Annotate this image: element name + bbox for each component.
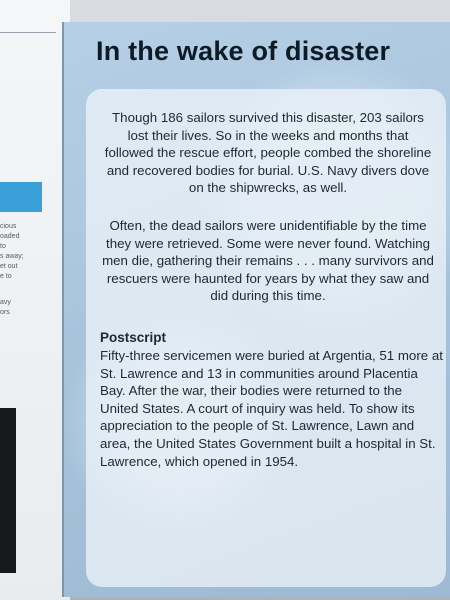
panel-title: In the wake of disaster (96, 36, 391, 66)
interpretive-panel (62, 22, 450, 597)
adjacent-sign-text-b: avy ors (0, 299, 11, 316)
adjacent-sign-photo (0, 408, 16, 573)
adjacent-sign-blue-band (0, 182, 42, 212)
text-box (86, 89, 446, 587)
paragraph-1: Though 186 sailors survived this disaster, 203 sailors lost their lives. So in the weeks and months that followed the rescue effort, people combed the shoreline and recovered bodies for burial. U.S. Navy divers dove on the shipwrecks, as well. (104, 110, 432, 196)
paragraph-2: Often, the dead sailors were unidentifiable by the time they were retrieved. Some were never found. Watching men die, gathering their remains . . . many survivors and rescuers were haunted for years by what they saw and did during this time. (102, 218, 434, 304)
postscript-heading: Postscript (100, 330, 167, 345)
adjacent-sign-text-a: cious oaded to s away; et out e to (0, 223, 24, 280)
postscript-text: Fifty-three servicemen were buried at Argentia, 51 more at St. Lawrence and 13 in communities around Placentia Bay. After the war, their bodies were returned to the United States. A court of inquiry was held. To show its appreciation to the people of St. Lawrence, Lawn and area, the United States Government built a hospital in St. Lawrence, which opened in 1954. (100, 348, 443, 469)
adjacent-sign-edge (0, 0, 70, 600)
adjacent-sign-rule (0, 32, 56, 33)
